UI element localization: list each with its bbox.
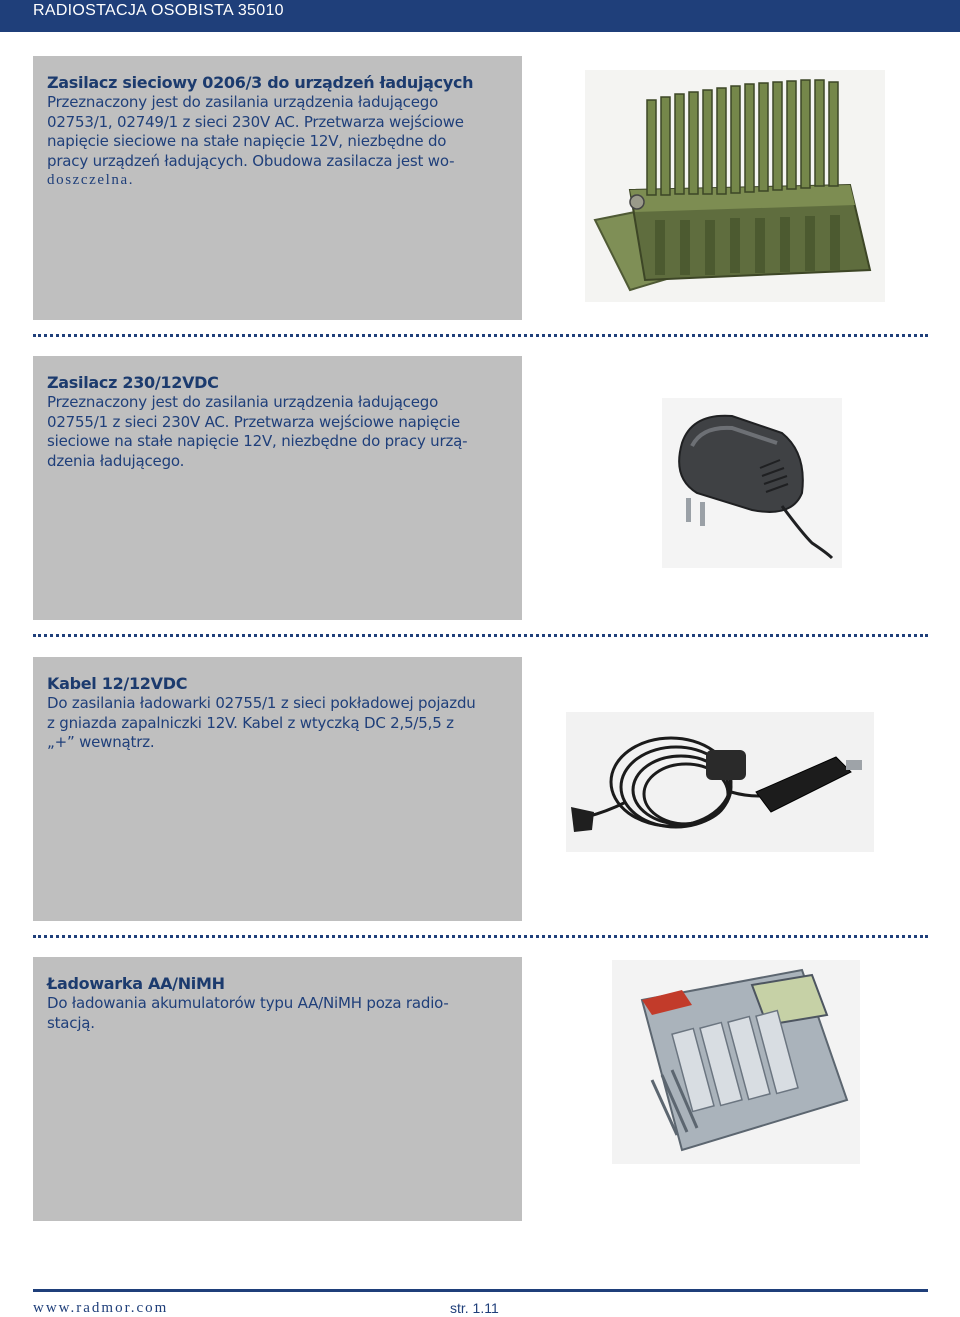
product-desc-line: Do ładowania akumulatorów typu AA/NiMH poza radio- — [47, 994, 449, 1012]
product-card-cable — [33, 657, 522, 921]
product-desc-line: 02755/1 z sieci 230V AC. Przetwarza wejściowe napięcie — [47, 412, 460, 431]
page-number: str. 1.11 — [450, 1300, 499, 1316]
product-desc-line: Do zasilania ładowarki 02755/1 z sieci pokładowej pojazdu — [47, 694, 476, 712]
product-title: Zasilacz 230/12VDC — [47, 373, 219, 392]
car-cable-photo — [566, 712, 874, 852]
product-card-charger — [33, 957, 522, 1221]
product-desc-line: dzenia ładującego. — [47, 451, 185, 470]
product-desc-line: „+” wewnątrz. — [47, 733, 155, 751]
product-title: Kabel 12/12VDC — [47, 674, 188, 693]
green-power-supply-photo — [585, 70, 885, 302]
product-desc-line: doszczelna. — [47, 172, 135, 188]
product-desc-line: sieciowe na stałe napięcie 12V, niezbędne do pracy urzą- — [47, 432, 468, 450]
product-title: Zasilacz sieciowy 0206/3 do urządzeń ładujących — [47, 73, 474, 92]
footer-url[interactable]: www.radmor.com — [33, 1300, 169, 1316]
product-desc-line: z gniazda zapalniczki 12V. Kabel z wtyczką DC 2,5/5,5 z — [47, 713, 454, 732]
section-divider — [33, 634, 928, 637]
product-desc-line: pracy urządzeń ładujących. Obudowa zasilacza jest wo- — [47, 151, 455, 170]
product-title: Ładowarka AA/NiMH — [47, 974, 225, 993]
product-card-adapter — [33, 356, 522, 620]
product-desc-line: stacją. — [47, 1013, 95, 1032]
header-title: RADIOSTACJA OSOBISTA 35010 — [33, 2, 284, 19]
wall-adapter-photo — [662, 398, 842, 568]
section-divider — [33, 935, 928, 938]
section-divider — [33, 334, 928, 337]
footer-divider — [33, 1289, 928, 1292]
product-desc-line: Przeznaczony jest do zasilania urządzenia ładującego — [47, 393, 439, 411]
product-desc-line: 02753/1, 02749/1 z sieci 230V AC. Przetwarza wejściowe — [47, 112, 464, 131]
page-header — [0, 0, 960, 32]
product-desc-line: napięcie sieciowe na stałe napięcie 12V, niezbędne do — [47, 132, 447, 150]
product-card-power-supply — [33, 56, 522, 320]
battery-charger-photo — [612, 960, 860, 1164]
product-desc-line: Przeznaczony jest do zasilania urządzenia ładującego — [47, 93, 439, 111]
